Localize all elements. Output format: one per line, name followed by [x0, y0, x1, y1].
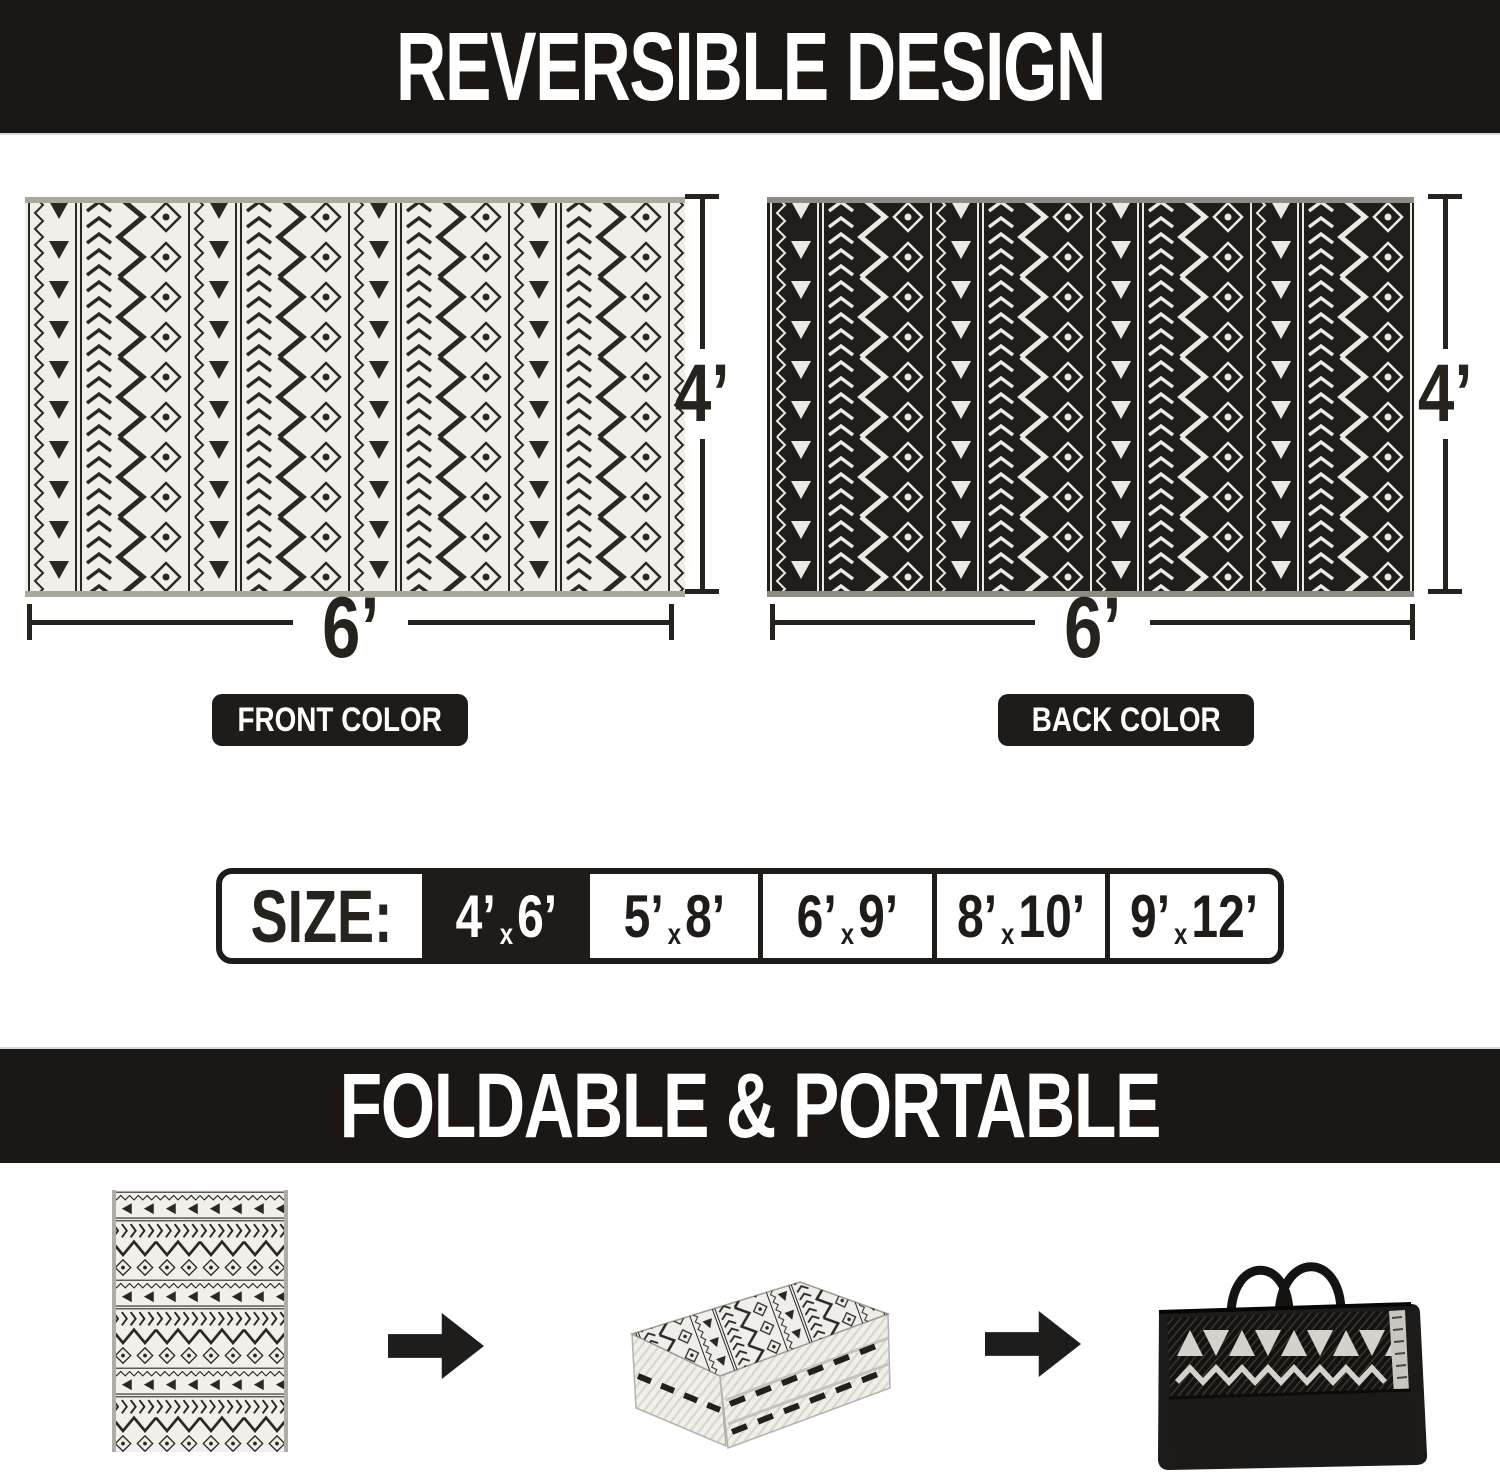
- size-option-9x12[interactable]: 9’ x12’: [1105, 874, 1278, 958]
- front-color-badge-label: FRONT COLOR: [237, 700, 443, 739]
- dimension-line: [1443, 199, 1448, 349]
- back-rug-height-dimension: [1417, 194, 1473, 594]
- size-bar: [216, 868, 1284, 964]
- back-color-badge: [998, 694, 1254, 746]
- flat-rug-image: [112, 1190, 288, 1452]
- dimension-line: [1443, 439, 1448, 589]
- top-banner: [0, 0, 1500, 135]
- dimension-cap: [669, 604, 674, 640]
- back-rug-width-label: 6’: [1063, 579, 1122, 676]
- dimension-line: [700, 199, 705, 349]
- foldable-banner-title: FOLDABLE & PORTABLE: [339, 1054, 1161, 1157]
- dimension-cap: [1428, 589, 1462, 594]
- front-color-badge: [212, 694, 468, 746]
- dimension-line: [700, 439, 705, 589]
- size-option-5x8[interactable]: 5’ x8’: [623, 882, 726, 951]
- front-rug-height-label: 4’: [674, 348, 730, 440]
- folded-rug-image: [588, 1276, 894, 1454]
- size-option-8x10[interactable]: 8’ x10’: [932, 874, 1105, 958]
- carry-bag-image: [1143, 1222, 1433, 1472]
- back-rug-width-dimension: [770, 579, 1415, 676]
- arrow-right-icon: [388, 1313, 484, 1379]
- dimension-cap: [1410, 604, 1415, 640]
- size-option-4x6[interactable]: 4’ x6’: [422, 874, 590, 958]
- arrow-right-icon: [985, 1311, 1081, 1377]
- front-rug-width-dimension: [27, 579, 674, 676]
- size-bar-label: SIZE:: [251, 874, 393, 958]
- dimension-line: [408, 620, 669, 625]
- top-banner-title: REVERSIBLE DESIGN: [395, 11, 1105, 121]
- dimension-line: [32, 620, 293, 625]
- back-rug-height-label: 4’: [1417, 348, 1473, 440]
- back-color-badge-label: BACK COLOR: [1031, 700, 1221, 739]
- back-rug-image: [767, 197, 1414, 597]
- front-rug-height-dimension: [674, 194, 730, 594]
- size-option-6x9[interactable]: 6’ x9’: [758, 874, 931, 958]
- front-rug-image: [25, 197, 685, 597]
- dimension-line: [775, 620, 1035, 625]
- dimension-cap: [685, 589, 719, 594]
- foldable-banner: [0, 1047, 1500, 1163]
- front-rug-width-label: 6’: [321, 579, 380, 676]
- dimension-line: [1150, 620, 1410, 625]
